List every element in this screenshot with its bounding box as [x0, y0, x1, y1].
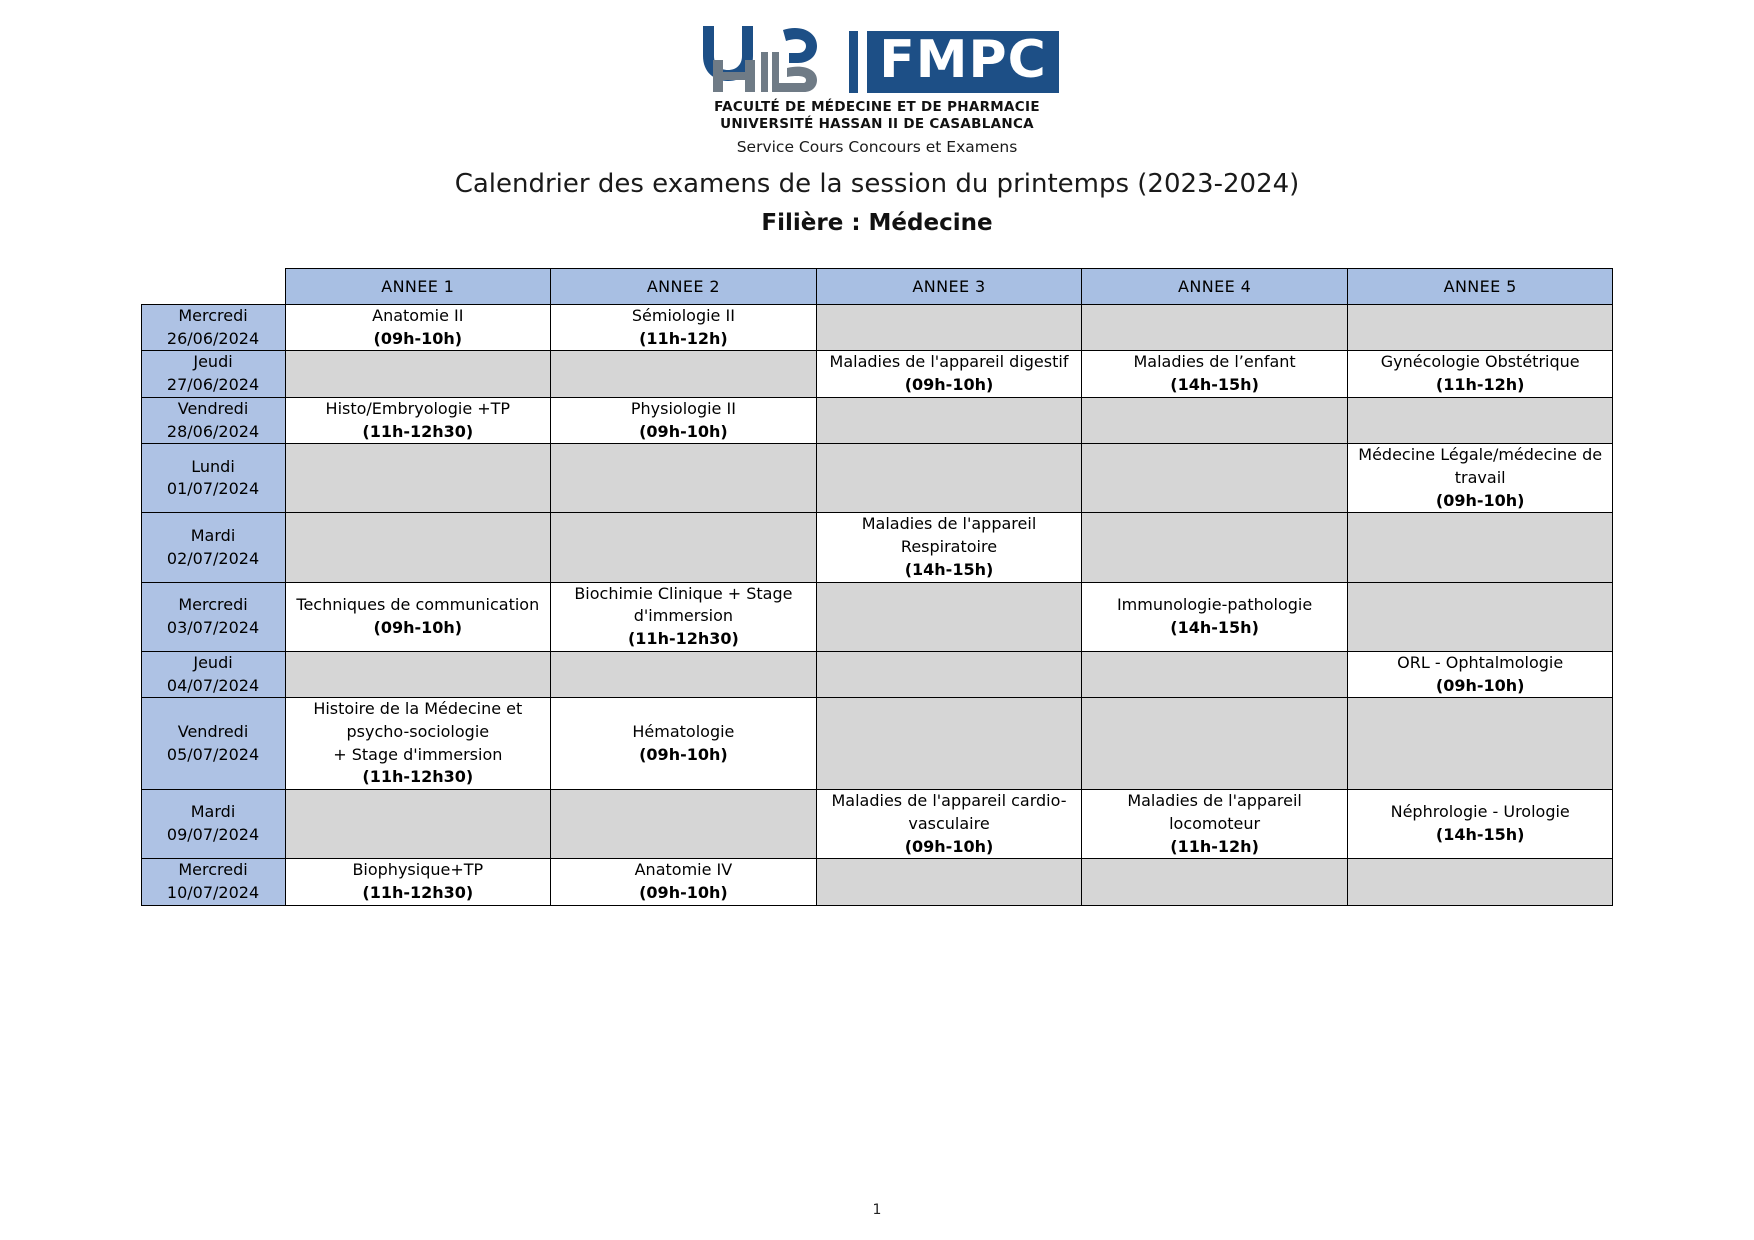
exam-subject: Maladies de l'appareil digestif	[829, 352, 1069, 372]
exam-time: (14h-15h)	[1170, 617, 1259, 637]
day-label: Vendredi	[177, 398, 249, 418]
exam-cell	[1082, 790, 1348, 859]
exam-time: (09h-10h)	[639, 744, 728, 764]
column-header-annee-1: ANNEE 1	[285, 269, 551, 305]
logo-divider	[849, 31, 858, 93]
service-name: Service Cours Concours et Examens	[736, 138, 1018, 156]
exam-cell	[1347, 351, 1613, 397]
empty-cell	[551, 444, 817, 513]
exam-cell	[285, 698, 551, 790]
date-cell	[141, 859, 285, 905]
empty-cell	[1082, 444, 1348, 513]
exam-subject: Histo/Embryologie +TP	[325, 398, 511, 418]
day-label: Mercredi	[178, 860, 248, 880]
exam-subject: Maladies de l’enfant	[1133, 352, 1296, 372]
date-label: 10/07/2024	[166, 882, 260, 902]
exam-time: (09h-10h)	[639, 882, 728, 902]
empty-cell	[551, 790, 817, 859]
table-row	[141, 444, 1613, 513]
exam-schedule-table	[141, 268, 1614, 906]
exam-subject: Médecine Légale/médecine de travail	[1358, 445, 1603, 488]
day-label: Jeudi	[193, 352, 233, 372]
empty-cell	[285, 790, 551, 859]
day-label: Mardi	[190, 802, 236, 822]
empty-cell	[1347, 513, 1613, 582]
exam-time: (14h-15h)	[1170, 375, 1259, 395]
faculty-name: FACULTÉ DE MÉDECINE ET DE PHARMACIE	[714, 99, 1040, 115]
empty-cell	[1347, 305, 1613, 351]
table-row	[141, 651, 1613, 697]
exam-cell	[285, 859, 551, 905]
exam-cell	[285, 582, 551, 651]
page-subtitle: Filière : Médecine	[761, 210, 993, 236]
exam-subject: Anatomie IV	[634, 860, 733, 880]
exam-subject: Maladies de l'appareil cardio-vasculaire	[831, 791, 1067, 833]
date-label: 05/07/2024	[166, 744, 260, 764]
table-row	[141, 351, 1613, 397]
exam-time: (11h-12h)	[1170, 836, 1259, 856]
exam-subject: ORL - Ophtalmologie	[1397, 652, 1564, 672]
exam-subject: Histoire de la Médecine et psycho-sociologie + Stage d'immersion	[313, 699, 523, 764]
exam-cell	[816, 790, 1082, 859]
exam-subject: Physiologie II	[630, 398, 736, 418]
logo-block	[0, 24, 1754, 96]
date-label: 04/07/2024	[166, 675, 260, 695]
page-number: 1	[872, 1202, 882, 1218]
date-cell	[141, 698, 285, 790]
exam-cell	[551, 859, 817, 905]
exam-time: (09h-10h)	[904, 375, 994, 395]
table-row	[141, 582, 1613, 651]
empty-cell	[816, 651, 1082, 697]
exam-subject: Biochimie Clinique + Stage d'immersion	[574, 583, 793, 626]
exam-subject: Maladies de l'appareil Respiratoire	[861, 514, 1037, 557]
exam-time: (09h-10h)	[1435, 675, 1525, 695]
empty-cell	[285, 444, 551, 513]
column-header-annee-5: ANNEE 5	[1347, 269, 1613, 305]
university-name: UNIVERSITÉ HASSAN II DE CASABLANCA	[720, 116, 1034, 132]
day-label: Mercredi	[178, 594, 248, 614]
date-label: 27/06/2024	[166, 375, 260, 395]
day-label: Mardi	[190, 525, 236, 545]
exam-time: (11h-12h30)	[627, 629, 739, 649]
day-label: Mercredi	[178, 306, 248, 325]
exam-cell	[1347, 790, 1613, 859]
date-cell	[141, 444, 285, 513]
date-cell	[141, 582, 285, 651]
exam-time: (11h-12h)	[639, 328, 728, 348]
exam-cell	[551, 305, 817, 351]
exam-cell	[551, 698, 817, 790]
exam-time: (11h-12h30)	[362, 767, 474, 787]
date-label: 02/07/2024	[166, 548, 260, 568]
date-cell	[141, 651, 285, 697]
empty-cell	[285, 651, 551, 697]
exam-subject: Techniques de communication	[296, 594, 540, 614]
empty-cell	[1347, 698, 1613, 790]
empty-cell	[1082, 513, 1348, 582]
date-label: 26/06/2024	[166, 328, 260, 348]
exam-time: (14h-15h)	[1435, 825, 1525, 845]
date-label: 03/07/2024	[166, 617, 260, 637]
table-row	[141, 790, 1613, 859]
empty-cell	[551, 651, 817, 697]
exam-subject: Immunologie-pathologie	[1116, 594, 1313, 614]
table-row	[141, 397, 1613, 443]
empty-cell	[1082, 651, 1348, 697]
exam-time: (09h-10h)	[373, 328, 463, 348]
empty-cell	[1082, 698, 1348, 790]
exam-cell	[816, 513, 1082, 582]
table-row	[141, 698, 1613, 790]
table-row	[141, 305, 1613, 351]
date-cell	[141, 513, 285, 582]
exam-subject: Maladies de l'appareil locomoteur	[1127, 791, 1302, 833]
table-row	[141, 859, 1613, 905]
empty-cell	[816, 444, 1082, 513]
date-cell	[141, 397, 285, 443]
table-body	[141, 305, 1613, 906]
date-label: 09/07/2024	[166, 825, 260, 845]
table-corner-cell	[141, 269, 285, 305]
exam-time: (11h-12h30)	[362, 421, 474, 441]
exam-cell	[1347, 444, 1613, 513]
exam-time: (11h-12h30)	[362, 882, 474, 902]
empty-cell	[816, 582, 1082, 651]
empty-cell	[285, 513, 551, 582]
empty-cell	[1082, 397, 1348, 443]
exam-subject: Néphrologie - Urologie	[1390, 802, 1570, 822]
column-header-annee-3: ANNEE 3	[816, 269, 1082, 305]
exam-time: (09h-10h)	[639, 421, 728, 441]
table-row	[141, 513, 1613, 582]
date-cell	[141, 790, 285, 859]
exam-cell	[551, 397, 817, 443]
exam-cell	[1082, 351, 1348, 397]
empty-cell	[1347, 859, 1613, 905]
document-header	[0, 0, 1754, 236]
empty-cell	[1082, 859, 1348, 905]
logo-wordmark: FMPC	[867, 31, 1059, 93]
exam-cell	[285, 305, 551, 351]
empty-cell	[816, 305, 1082, 351]
column-header-annee-2: ANNEE 2	[551, 269, 817, 305]
exam-cell	[551, 582, 817, 651]
empty-cell	[816, 397, 1082, 443]
empty-cell	[816, 698, 1082, 790]
empty-cell	[1082, 305, 1348, 351]
exam-time: (14h-15h)	[904, 559, 994, 579]
empty-cell	[285, 351, 551, 397]
exam-time: (09h-10h)	[1435, 490, 1525, 510]
day-label: Jeudi	[193, 652, 233, 672]
exam-cell	[1082, 582, 1348, 651]
schedule-table-container	[0, 268, 1754, 906]
exam-subject: Hématologie	[632, 721, 735, 741]
empty-cell	[816, 859, 1082, 905]
empty-cell	[1347, 582, 1613, 651]
empty-cell	[551, 351, 817, 397]
exam-subject: Sémiologie II	[631, 306, 735, 325]
empty-cell	[551, 513, 817, 582]
date-cell	[141, 351, 285, 397]
date-cell	[141, 305, 285, 351]
empty-cell	[1347, 397, 1613, 443]
exam-cell	[1347, 651, 1613, 697]
page-title: Calendrier des examens de la session du printemps (2023-2024)	[454, 169, 1300, 199]
date-label: 01/07/2024	[166, 479, 260, 499]
exam-time: (09h-10h)	[373, 617, 463, 637]
uh2-logo-icon	[695, 24, 847, 96]
exam-cell	[816, 351, 1082, 397]
column-header-annee-4: ANNEE 4	[1082, 269, 1348, 305]
exam-time: (11h-12h)	[1435, 375, 1525, 395]
exam-cell	[285, 397, 551, 443]
exam-subject: Anatomie II	[372, 306, 464, 325]
table-header-row	[141, 269, 1613, 305]
exam-subject: Gynécologie Obstétrique	[1380, 352, 1580, 372]
day-label: Lundi	[191, 456, 235, 476]
exam-subject: Biophysique+TP	[352, 860, 484, 880]
date-label: 28/06/2024	[166, 421, 260, 441]
exam-time: (09h-10h)	[904, 836, 994, 856]
day-label: Vendredi	[177, 721, 249, 741]
